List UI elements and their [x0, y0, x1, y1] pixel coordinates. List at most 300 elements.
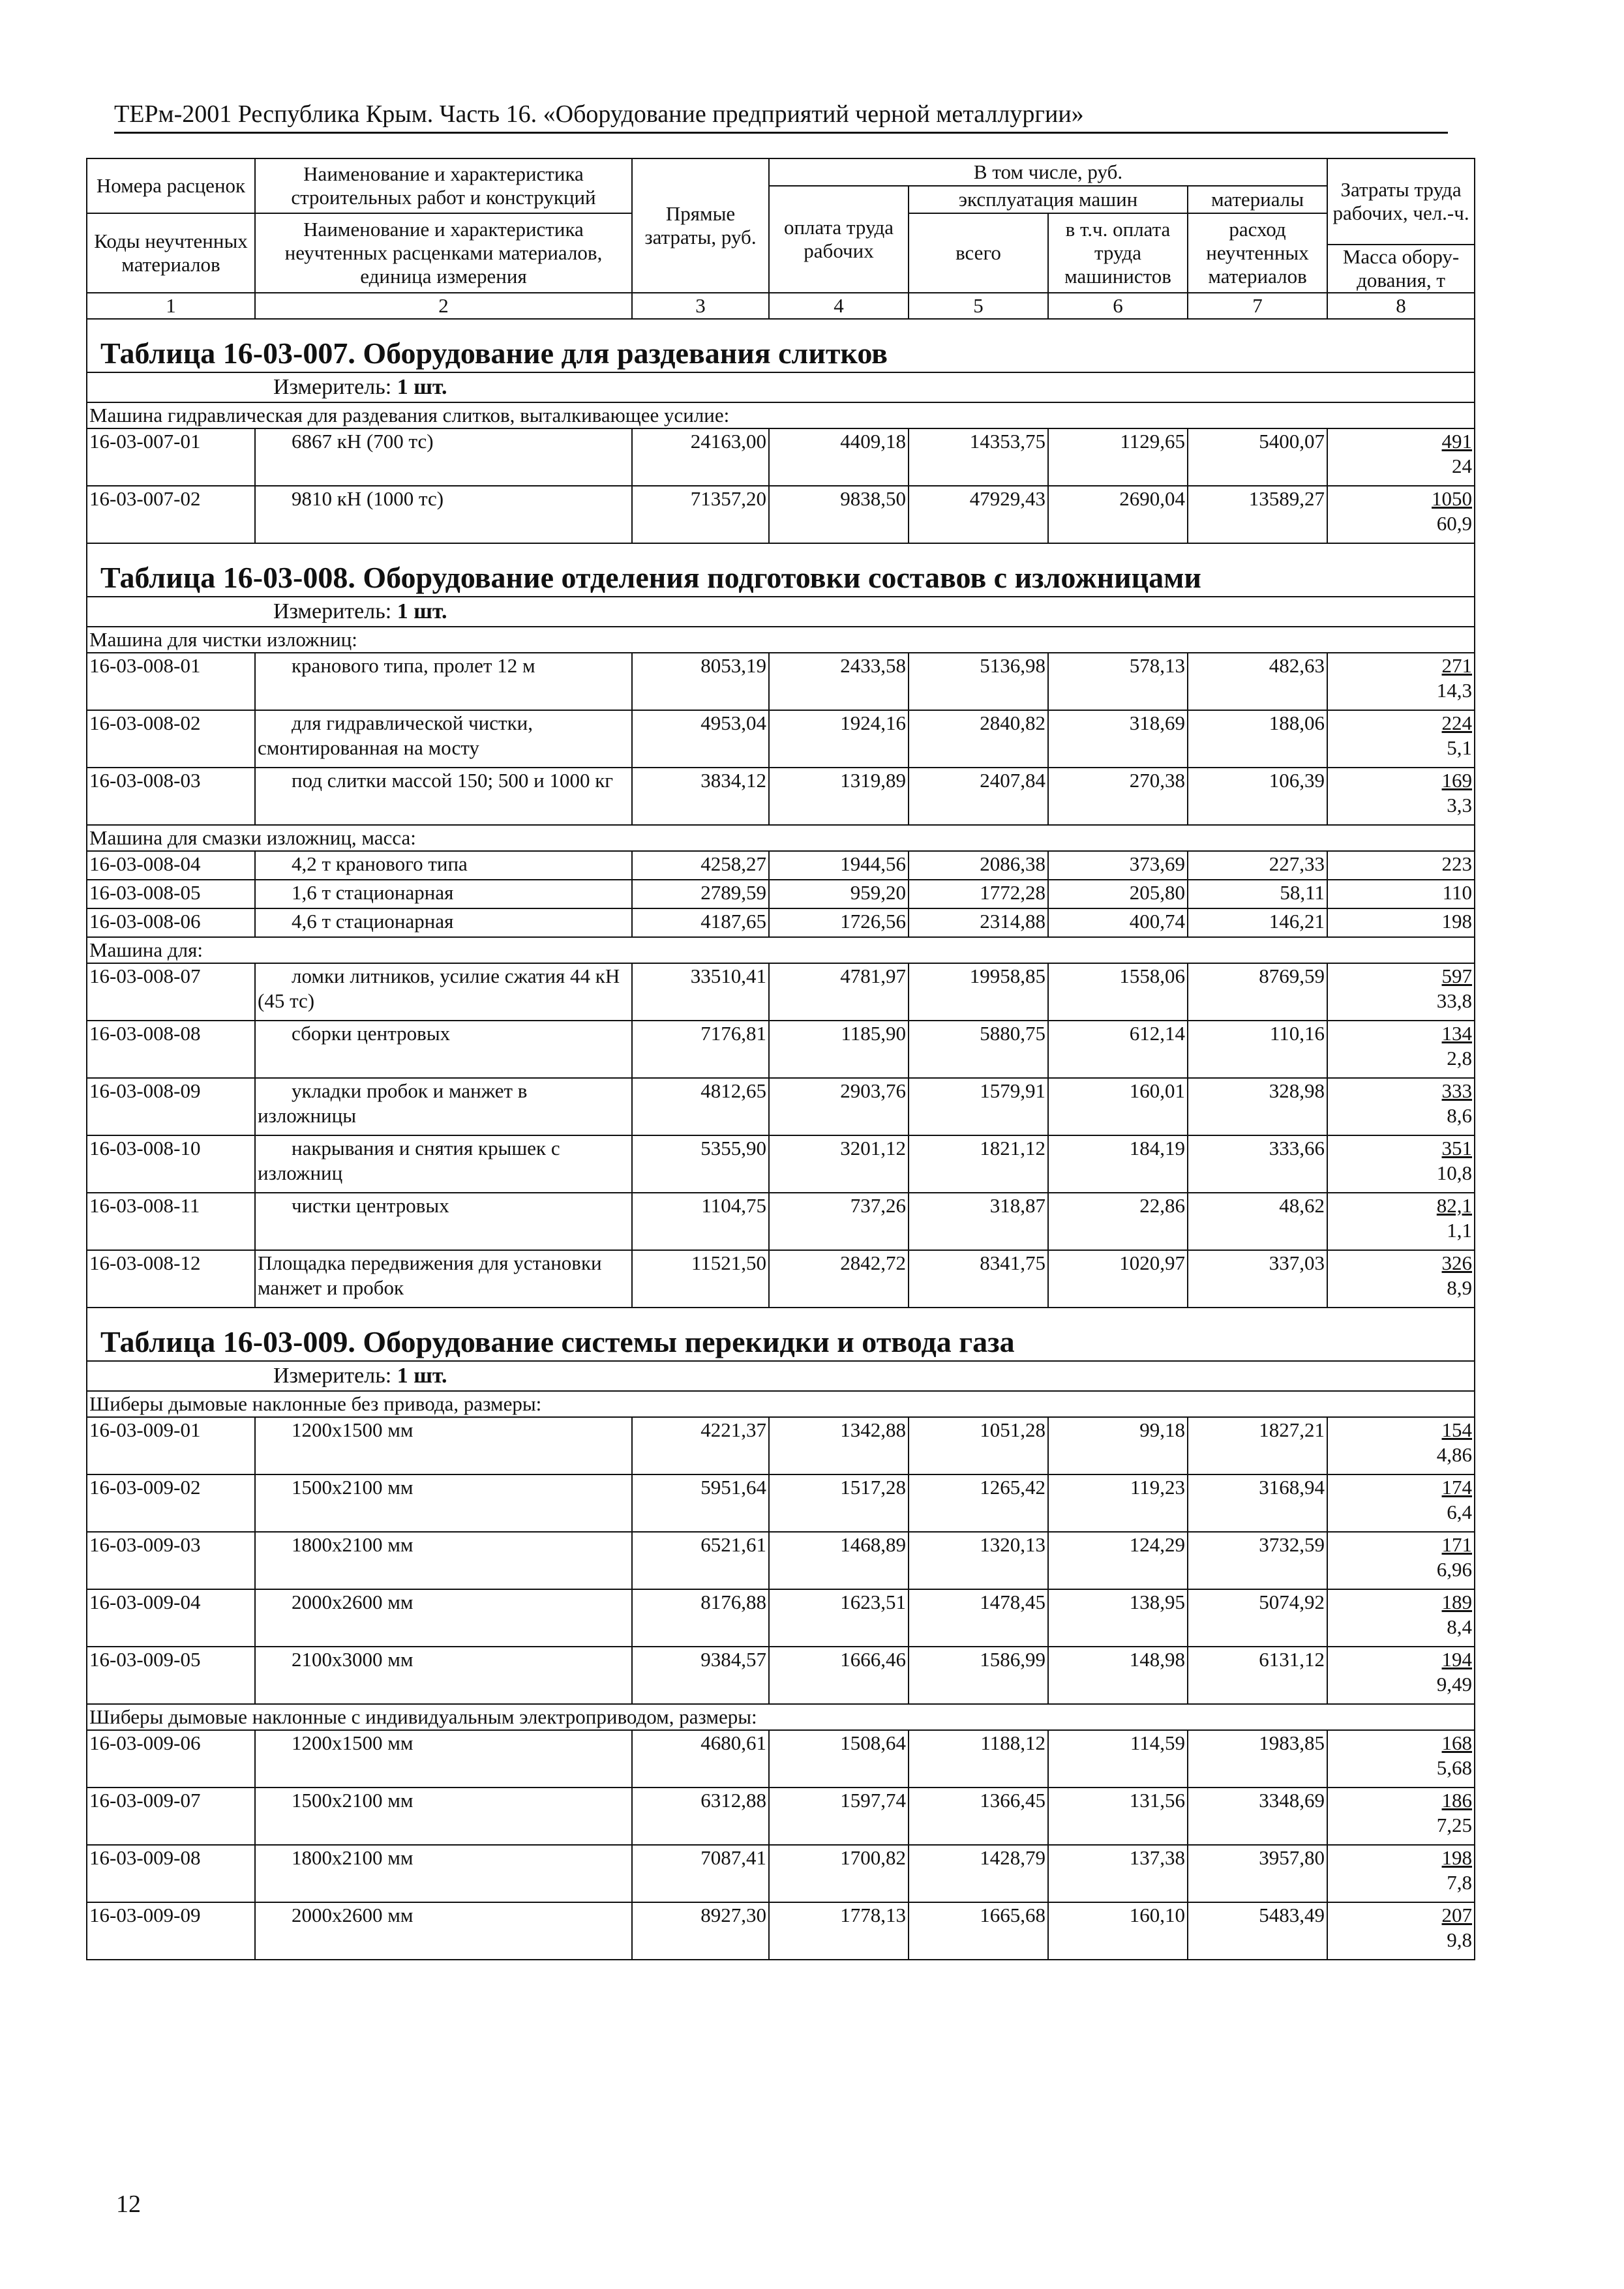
labor-and-mass — [1327, 1021, 1475, 1078]
table-title-row — [87, 543, 1475, 597]
labor-costs: 1050 — [1432, 487, 1473, 510]
direct-costs: 4221,37 — [632, 1417, 769, 1474]
rate-name-text: сборки центровых — [292, 1022, 451, 1045]
worker-wages: 1319,89 — [769, 768, 909, 825]
rate-name-text: для гидравлической чистки, смонтированная на мосту — [258, 711, 533, 759]
header-work-name: Наименование и характеристика строительных работ и конструкций — [255, 158, 632, 213]
meter-label: Измеритель: — [273, 375, 392, 399]
column-number: 5 — [909, 293, 1048, 319]
worker-wages: 737,26 — [769, 1193, 909, 1250]
header-worker-wages: оплата труда рабочих — [769, 186, 909, 293]
direct-costs: 6521,61 — [632, 1532, 769, 1589]
rate-name-text: 1800x2100 мм — [292, 1846, 414, 1869]
labor-and-mass — [1327, 486, 1475, 543]
column-number: 4 — [769, 293, 909, 319]
worker-wages: 959,20 — [769, 880, 909, 908]
column-number: 2 — [255, 293, 632, 319]
meter — [87, 597, 1475, 627]
running-header: ТЕРм-2001 Республика Крым. Часть 16. «Оборудование предприятий черной металлургии» — [114, 98, 1448, 134]
rate-code: 16-03-008-08 — [87, 1021, 255, 1078]
operator-wages: 1558,06 — [1048, 963, 1188, 1021]
labor-costs: 169 — [1441, 769, 1473, 792]
operator-wages: 138,95 — [1048, 1589, 1188, 1647]
machine-costs: 1579,91 — [909, 1078, 1048, 1135]
column-numbers-row — [87, 293, 1475, 319]
rate-code: 16-03-007-01 — [87, 428, 255, 486]
rate-code: 16-03-008-10 — [87, 1135, 255, 1193]
page-number: 12 — [116, 2191, 141, 2218]
rate-name — [255, 1589, 632, 1647]
labor-costs: 198 — [1441, 910, 1473, 933]
worker-wages: 1944,56 — [769, 851, 909, 880]
labor-costs: 198 — [1441, 1846, 1473, 1869]
rate-code: 16-03-008-02 — [87, 710, 255, 768]
operator-wages: 578,13 — [1048, 653, 1188, 710]
machine-costs: 1265,42 — [909, 1474, 1048, 1532]
rate-name — [255, 710, 632, 768]
equipment-mass: 33,8 — [1436, 989, 1473, 1012]
direct-costs: 11521,50 — [632, 1250, 769, 1308]
labor-costs: 134 — [1441, 1022, 1473, 1045]
rate-code: 16-03-008-01 — [87, 653, 255, 710]
material-costs: 8769,59 — [1188, 963, 1327, 1021]
rate-code: 16-03-009-04 — [87, 1589, 255, 1647]
rate-code: 16-03-009-02 — [87, 1474, 255, 1532]
labor-costs: 224 — [1441, 711, 1473, 734]
table-row — [87, 1078, 1475, 1135]
worker-wages: 2903,76 — [769, 1078, 909, 1135]
table-row — [87, 768, 1475, 825]
header-material-codes: Коды неучтенных материалов — [87, 213, 255, 293]
rate-name-text: 1500x2100 мм — [292, 1789, 414, 1812]
rates-table — [86, 158, 1475, 1960]
machine-costs: 1821,12 — [909, 1135, 1048, 1193]
equipment-mass: 4,86 — [1436, 1443, 1473, 1466]
equipment-mass: 7,8 — [1447, 1871, 1473, 1894]
labor-costs: 186 — [1441, 1789, 1473, 1812]
labor-and-mass — [1327, 1730, 1475, 1788]
worker-wages: 1185,90 — [769, 1021, 909, 1078]
labor-and-mass — [1327, 1589, 1475, 1647]
table-row — [87, 1193, 1475, 1250]
group-heading-row — [87, 402, 1475, 428]
equipment-mass: 9,8 — [1447, 1928, 1473, 1951]
rate-code: 16-03-009-08 — [87, 1845, 255, 1902]
rate-code: 16-03-007-02 — [87, 486, 255, 543]
machine-costs: 1366,45 — [909, 1788, 1048, 1845]
labor-and-mass — [1327, 1135, 1475, 1193]
rate-name-text: под слитки массой 150; 500 и 1000 кг — [292, 769, 613, 792]
rate-name — [255, 1845, 632, 1902]
rate-code: 16-03-009-05 — [87, 1647, 255, 1704]
labor-and-mass — [1327, 1647, 1475, 1704]
direct-costs: 33510,41 — [632, 963, 769, 1021]
table-header — [87, 158, 1475, 319]
labor-and-mass — [1327, 768, 1475, 825]
group-heading: Машина гидравлическая для раздевания слитков, выталкивающее усилие: — [87, 402, 1475, 428]
machine-costs: 5880,75 — [909, 1021, 1048, 1078]
meter-label: Измеритель: — [273, 1364, 392, 1388]
table-row — [87, 1474, 1475, 1532]
rate-name — [255, 1078, 632, 1135]
rate-name-text: 6867 кН (700 тс) — [292, 430, 434, 453]
equipment-mass: 8,6 — [1447, 1104, 1473, 1127]
labor-and-mass — [1327, 1078, 1475, 1135]
group-heading: Машина для чистки изложниц: — [87, 627, 1475, 653]
header-material-names: Наименование и характеристика неучтенных расценками материалов, единица измерения — [255, 213, 632, 293]
material-costs: 13589,27 — [1188, 486, 1327, 543]
labor-costs: 351 — [1441, 1137, 1473, 1159]
rate-name — [255, 1021, 632, 1078]
labor-and-mass — [1327, 428, 1475, 486]
worker-wages: 4409,18 — [769, 428, 909, 486]
direct-costs: 8927,30 — [632, 1902, 769, 1960]
table-body — [87, 319, 1475, 1960]
header-rate-numbers: Номера расценок — [87, 158, 255, 213]
labor-costs: 223 — [1441, 852, 1473, 875]
equipment-mass: 6,96 — [1436, 1558, 1473, 1581]
table-title-row — [87, 319, 1475, 372]
rate-name — [255, 486, 632, 543]
material-costs: 5400,07 — [1188, 428, 1327, 486]
labor-costs: 194 — [1441, 1648, 1473, 1671]
direct-costs: 2789,59 — [632, 880, 769, 908]
rate-name-text: укладки пробок и манжет в изложницы — [258, 1079, 528, 1127]
header-labor-costs: Затраты труда рабочих, чел.-ч. — [1327, 158, 1475, 245]
table-row — [87, 710, 1475, 768]
operator-wages: 400,74 — [1048, 908, 1188, 937]
labor-costs: 189 — [1441, 1591, 1473, 1613]
group-heading: Шиберы дымовые наклонные с индивидуальным электроприводом, размеры: — [87, 1704, 1475, 1730]
table-title: Таблица 16-03-007. Оборудование для раздевания слитков — [87, 319, 1475, 372]
worker-wages: 2433,58 — [769, 653, 909, 710]
material-costs: 58,11 — [1188, 880, 1327, 908]
labor-costs: 333 — [1441, 1079, 1473, 1102]
rate-name — [255, 1474, 632, 1532]
rate-name — [255, 1647, 632, 1704]
operator-wages: 612,14 — [1048, 1021, 1188, 1078]
labor-and-mass — [1327, 1474, 1475, 1532]
table-row — [87, 1730, 1475, 1788]
equipment-mass: 3,3 — [1447, 794, 1473, 816]
material-costs: 333,66 — [1188, 1135, 1327, 1193]
meter-value: 1 шт. — [397, 599, 447, 623]
worker-wages: 1508,64 — [769, 1730, 909, 1788]
meter-value: 1 шт. — [397, 1364, 447, 1388]
rate-name-text: ломки литников, усилие сжатия 44 кН (45 тс) — [258, 965, 620, 1012]
material-costs: 3348,69 — [1188, 1788, 1327, 1845]
labor-costs: 174 — [1441, 1476, 1473, 1499]
direct-costs: 4953,04 — [632, 710, 769, 768]
material-costs: 146,21 — [1188, 908, 1327, 937]
rate-code: 16-03-008-11 — [87, 1193, 255, 1250]
equipment-mass: 2,8 — [1447, 1047, 1473, 1070]
operator-wages: 1020,97 — [1048, 1250, 1188, 1308]
material-costs: 5074,92 — [1188, 1589, 1327, 1647]
group-heading-row — [87, 1704, 1475, 1730]
rate-code: 16-03-008-05 — [87, 880, 255, 908]
machine-costs: 1428,79 — [909, 1845, 1048, 1902]
operator-wages: 22,86 — [1048, 1193, 1188, 1250]
rate-name-text: 1800x2100 мм — [292, 1533, 414, 1556]
labor-costs: 82,1 — [1436, 1194, 1473, 1217]
rate-name-text: 1200x1500 мм — [292, 1731, 414, 1754]
direct-costs: 7176,81 — [632, 1021, 769, 1078]
operator-wages: 114,59 — [1048, 1730, 1188, 1788]
operator-wages: 119,23 — [1048, 1474, 1188, 1532]
rate-name — [255, 1902, 632, 1960]
rate-name — [255, 1730, 632, 1788]
material-costs: 5483,49 — [1188, 1902, 1327, 1960]
direct-costs: 5355,90 — [632, 1135, 769, 1193]
table-title: Таблица 16-03-009. Оборудование системы перекидки и отвода газа — [87, 1308, 1475, 1361]
machine-costs: 1051,28 — [909, 1417, 1048, 1474]
machine-costs: 1665,68 — [909, 1902, 1048, 1960]
column-number: 8 — [1327, 293, 1475, 319]
labor-costs: 271 — [1441, 654, 1473, 677]
header-materials: материалы — [1188, 186, 1327, 213]
group-heading: Шиберы дымовые наклонные без привода, размеры: — [87, 1391, 1475, 1417]
table-title-row — [87, 1308, 1475, 1361]
operator-wages: 373,69 — [1048, 851, 1188, 880]
rate-name-text: кранового типа, пролет 12 м — [292, 654, 535, 677]
material-costs: 188,06 — [1188, 710, 1327, 768]
equipment-mass: 8,9 — [1447, 1276, 1473, 1299]
rate-code: 16-03-008-06 — [87, 908, 255, 937]
table-title: Таблица 16-03-008. Оборудование отделения подготовки составов с изложницами — [87, 543, 1475, 597]
rate-code: 16-03-009-01 — [87, 1417, 255, 1474]
machine-costs: 8341,75 — [909, 1250, 1048, 1308]
rate-name-text: накрывания и снятия крышек с изложниц — [258, 1137, 560, 1184]
labor-and-mass — [1327, 963, 1475, 1021]
table-row — [87, 1788, 1475, 1845]
machine-costs: 1586,99 — [909, 1647, 1048, 1704]
rate-code: 16-03-008-12 — [87, 1250, 255, 1308]
table-row — [87, 1532, 1475, 1589]
labor-costs: 207 — [1441, 1904, 1473, 1926]
rate-code: 16-03-008-03 — [87, 768, 255, 825]
material-costs: 3168,94 — [1188, 1474, 1327, 1532]
material-costs: 106,39 — [1188, 768, 1327, 825]
column-number: 7 — [1188, 293, 1327, 319]
column-number: 6 — [1048, 293, 1188, 319]
labor-costs: 326 — [1441, 1251, 1473, 1274]
rate-name — [255, 1532, 632, 1589]
direct-costs: 9384,57 — [632, 1647, 769, 1704]
operator-wages: 184,19 — [1048, 1135, 1188, 1193]
header-equipment-mass: Масса обору-дования, т — [1327, 245, 1475, 293]
equipment-mass: 6,4 — [1447, 1501, 1473, 1523]
direct-costs: 6312,88 — [632, 1788, 769, 1845]
worker-wages: 3201,12 — [769, 1135, 909, 1193]
operator-wages: 160,10 — [1048, 1902, 1188, 1960]
rate-name-text: чистки центровых — [292, 1194, 449, 1217]
rate-name — [255, 1788, 632, 1845]
direct-costs: 8176,88 — [632, 1589, 769, 1647]
labor-and-mass — [1327, 851, 1475, 880]
operator-wages: 131,56 — [1048, 1788, 1188, 1845]
material-costs: 482,63 — [1188, 653, 1327, 710]
table-row — [87, 1845, 1475, 1902]
material-costs: 6131,12 — [1188, 1647, 1327, 1704]
direct-costs: 71357,20 — [632, 486, 769, 543]
rate-name — [255, 851, 632, 880]
column-number: 3 — [632, 293, 769, 319]
rate-code: 16-03-009-09 — [87, 1902, 255, 1960]
meter-row — [87, 597, 1475, 627]
rate-name-text: 2000x2600 мм — [292, 1591, 414, 1613]
operator-wages: 270,38 — [1048, 768, 1188, 825]
rate-name — [255, 1193, 632, 1250]
header-machine-operation: эксплуатация машин — [909, 186, 1188, 213]
material-costs: 110,16 — [1188, 1021, 1327, 1078]
table-row — [87, 1417, 1475, 1474]
rate-name — [255, 1250, 632, 1308]
equipment-mass: 9,49 — [1436, 1673, 1473, 1696]
table-row — [87, 963, 1475, 1021]
material-costs: 48,62 — [1188, 1193, 1327, 1250]
header-unaccounted-materials: расход неучтенных материалов — [1188, 213, 1327, 293]
worker-wages: 1726,56 — [769, 908, 909, 937]
rate-code: 16-03-008-07 — [87, 963, 255, 1021]
rate-name-text: Площадка передвижения для установки манжет и пробок — [258, 1251, 602, 1299]
labor-and-mass — [1327, 1902, 1475, 1960]
machine-costs: 47929,43 — [909, 486, 1048, 543]
meter-row — [87, 1361, 1475, 1391]
rate-name — [255, 963, 632, 1021]
meter — [87, 1361, 1475, 1391]
machine-costs: 1478,45 — [909, 1589, 1048, 1647]
rate-name — [255, 428, 632, 486]
table-row — [87, 1135, 1475, 1193]
direct-costs: 4812,65 — [632, 1078, 769, 1135]
material-costs: 227,33 — [1188, 851, 1327, 880]
table-row — [87, 486, 1475, 543]
table-row — [87, 428, 1475, 486]
direct-costs: 1104,75 — [632, 1193, 769, 1250]
machine-costs: 1320,13 — [909, 1532, 1048, 1589]
group-heading: Машина для: — [87, 937, 1475, 963]
direct-costs: 5951,64 — [632, 1474, 769, 1532]
group-heading-row — [87, 825, 1475, 851]
rate-name-text: 1,6 т стационарная — [292, 881, 454, 904]
labor-and-mass — [1327, 710, 1475, 768]
rate-name-text: 2100x3000 мм — [292, 1648, 414, 1671]
operator-wages: 205,80 — [1048, 880, 1188, 908]
table-row — [87, 1589, 1475, 1647]
labor-and-mass — [1327, 1250, 1475, 1308]
table-row — [87, 1250, 1475, 1308]
operator-wages: 160,01 — [1048, 1078, 1188, 1135]
machine-costs: 1188,12 — [909, 1730, 1048, 1788]
worker-wages: 4781,97 — [769, 963, 909, 1021]
table-row — [87, 1647, 1475, 1704]
machine-costs: 14353,75 — [909, 428, 1048, 486]
rate-name — [255, 768, 632, 825]
rate-name-text: 2000x2600 мм — [292, 1904, 414, 1926]
machine-costs: 2314,88 — [909, 908, 1048, 937]
labor-costs: 171 — [1441, 1533, 1473, 1556]
equipment-mass: 14,3 — [1436, 679, 1473, 702]
rate-name-text: 4,6 т стационарная — [292, 910, 454, 933]
meter-value: 1 шт. — [397, 375, 447, 399]
operator-wages: 318,69 — [1048, 710, 1188, 768]
direct-costs: 4258,27 — [632, 851, 769, 880]
meter — [87, 372, 1475, 402]
table-row — [87, 851, 1475, 880]
machine-costs: 1772,28 — [909, 880, 1048, 908]
header-including: В том числе, руб. — [769, 158, 1327, 186]
operator-wages: 99,18 — [1048, 1417, 1188, 1474]
material-costs: 3732,59 — [1188, 1532, 1327, 1589]
worker-wages: 1517,28 — [769, 1474, 909, 1532]
worker-wages: 1468,89 — [769, 1532, 909, 1589]
rate-name-text: 1200x1500 мм — [292, 1418, 414, 1441]
labor-costs: 597 — [1441, 965, 1473, 987]
table-row — [87, 880, 1475, 908]
equipment-mass: 1,1 — [1447, 1219, 1473, 1242]
group-heading-row — [87, 627, 1475, 653]
header-machines-total: всего — [909, 213, 1048, 293]
equipment-mass: 5,68 — [1436, 1756, 1473, 1779]
direct-costs: 4680,61 — [632, 1730, 769, 1788]
labor-and-mass — [1327, 908, 1475, 937]
machine-costs: 5136,98 — [909, 653, 1048, 710]
rate-code: 16-03-009-07 — [87, 1788, 255, 1845]
equipment-mass: 7,25 — [1436, 1814, 1473, 1836]
direct-costs: 24163,00 — [632, 428, 769, 486]
worker-wages: 1342,88 — [769, 1417, 909, 1474]
direct-costs: 3834,12 — [632, 768, 769, 825]
labor-costs: 491 — [1441, 430, 1473, 453]
labor-and-mass — [1327, 1845, 1475, 1902]
rate-name-text: 9810 кН (1000 тс) — [292, 487, 444, 510]
meter-label: Измеритель: — [273, 599, 392, 623]
equipment-mass: 10,8 — [1436, 1161, 1473, 1184]
operator-wages: 2690,04 — [1048, 486, 1188, 543]
equipment-mass: 60,9 — [1436, 512, 1473, 535]
machine-costs: 2086,38 — [909, 851, 1048, 880]
table-row — [87, 908, 1475, 937]
equipment-mass: 24 — [1452, 455, 1473, 477]
equipment-mass: 5,1 — [1447, 736, 1473, 759]
labor-costs: 110 — [1442, 881, 1473, 904]
machine-costs: 19958,85 — [909, 963, 1048, 1021]
labor-and-mass — [1327, 653, 1475, 710]
operator-wages: 137,38 — [1048, 1845, 1188, 1902]
rate-name — [255, 908, 632, 937]
labor-and-mass — [1327, 1417, 1475, 1474]
labor-costs: 154 — [1441, 1418, 1473, 1441]
table-row — [87, 1021, 1475, 1078]
material-costs: 1983,85 — [1188, 1730, 1327, 1788]
rate-code: 16-03-008-04 — [87, 851, 255, 880]
worker-wages: 1778,13 — [769, 1902, 909, 1960]
worker-wages: 9838,50 — [769, 486, 909, 543]
direct-costs: 4187,65 — [632, 908, 769, 937]
rate-name — [255, 653, 632, 710]
rate-name — [255, 880, 632, 908]
worker-wages: 1666,46 — [769, 1647, 909, 1704]
header-direct-costs: Прямые затраты, руб. — [632, 158, 769, 293]
material-costs: 1827,21 — [1188, 1417, 1327, 1474]
operator-wages: 124,29 — [1048, 1532, 1188, 1589]
rate-code: 16-03-009-06 — [87, 1730, 255, 1788]
direct-costs: 7087,41 — [632, 1845, 769, 1902]
machine-costs: 318,87 — [909, 1193, 1048, 1250]
header-operator-wages: в т.ч. оплата труда машинистов — [1048, 213, 1188, 293]
labor-and-mass — [1327, 1193, 1475, 1250]
